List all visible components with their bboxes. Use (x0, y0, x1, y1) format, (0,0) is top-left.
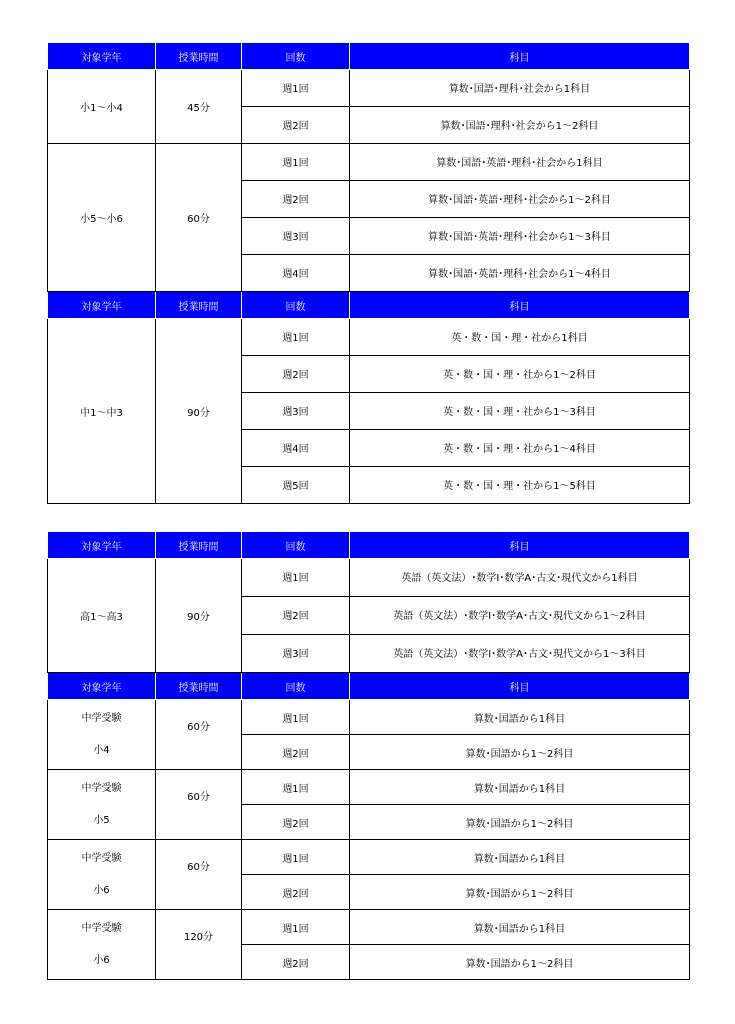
count-cell: 週4回 (242, 430, 350, 467)
exam-grade: 小5 (93, 814, 110, 826)
time-cell: 60分 (156, 770, 242, 840)
exam-grade-cell (48, 840, 156, 910)
subject-cell: 算数･国語から1～2科目 (350, 805, 690, 840)
subject-cell: 算数･国語から1～2科目 (350, 945, 690, 980)
header-count: 回数 (242, 673, 350, 700)
count-cell: 週1回 (242, 840, 350, 875)
time-cell: 90分 (156, 559, 242, 673)
table-header-row (48, 673, 690, 700)
exam-grade: 小4 (93, 744, 110, 756)
header-grade: 対象学年 (48, 532, 156, 559)
exam-grade-cell (48, 910, 156, 980)
subject-cell: 英語（英文法）･数学Ⅰ･数学A･古文･現代文から1～3科目 (350, 635, 690, 673)
count-cell: 週3回 (242, 218, 350, 255)
subject-cell: 英語（英文法）･数学Ⅰ･数学A･古文･現代文から1科目 (350, 559, 690, 597)
header-subject: 科目 (350, 532, 690, 559)
header-count: 回数 (242, 292, 350, 319)
header-count: 回数 (242, 532, 350, 559)
exam-label: 中学受験 (81, 922, 122, 934)
table-row (48, 840, 690, 875)
subject-cell: 英・数・国・理・社から1～3科目 (350, 393, 690, 430)
table-row (48, 910, 690, 945)
table-row (48, 70, 690, 107)
count-cell: 週1回 (242, 910, 350, 945)
exam-grade-cell (48, 770, 156, 840)
header-time: 授業時間 (156, 532, 242, 559)
count-cell: 週1回 (242, 700, 350, 735)
subject-cell: 算数･国語･英語･理科･社会から1～3科目 (350, 218, 690, 255)
table-row (48, 559, 690, 597)
count-cell: 週1回 (242, 770, 350, 805)
count-cell: 週2回 (242, 805, 350, 840)
count-cell: 週2回 (242, 945, 350, 980)
count-cell: 週2回 (242, 181, 350, 218)
count-cell: 週2回 (242, 597, 350, 635)
header-grade: 対象学年 (48, 43, 156, 70)
header-time: 授業時間 (156, 673, 242, 700)
time-cell: 90分 (156, 319, 242, 504)
count-cell: 週2回 (242, 735, 350, 770)
count-cell: 週1回 (242, 70, 350, 107)
subject-cell: 算数･国語･英語･理科･社会から1～2科目 (350, 181, 690, 218)
time-cell: 45分 (156, 70, 242, 144)
time-cell: 60分 (156, 144, 242, 292)
highschool-exam-fee-table (47, 531, 690, 980)
exam-grade-cell (48, 700, 156, 770)
time-cell: 60分 (156, 700, 242, 770)
subject-cell: 算数･国語･英語･理科･社会から1科目 (350, 144, 690, 181)
grade-cell: 中1～中3 (48, 319, 156, 504)
count-cell: 週2回 (242, 356, 350, 393)
count-cell: 週4回 (242, 255, 350, 292)
subject-cell: 英語（英文法）･数学Ⅰ･数学A･古文･現代文から1～2科目 (350, 597, 690, 635)
header-grade: 対象学年 (48, 673, 156, 700)
elementary-junior-fee-table (47, 42, 690, 504)
header-grade: 対象学年 (48, 292, 156, 319)
count-cell: 週1回 (242, 319, 350, 356)
table-header-row (48, 532, 690, 559)
header-time: 授業時間 (156, 292, 242, 319)
subject-cell: 算数･国語から1科目 (350, 910, 690, 945)
header-subject: 科目 (350, 292, 690, 319)
subject-cell: 英・数・国・理・社から1～5科目 (350, 467, 690, 504)
header-time: 授業時間 (156, 43, 242, 70)
count-cell: 週5回 (242, 467, 350, 504)
count-cell: 週1回 (242, 559, 350, 597)
time-cell: 120分 (156, 910, 242, 980)
count-cell: 週3回 (242, 393, 350, 430)
grade-cell: 高1～高3 (48, 559, 156, 673)
subject-cell: 算数･国語･理科･社会から1科目 (350, 70, 690, 107)
exam-label: 中学受験 (81, 712, 122, 724)
time-cell: 60分 (156, 840, 242, 910)
table-row (48, 319, 690, 356)
header-subject: 科目 (350, 43, 690, 70)
subject-cell: 算数･国語から1～2科目 (350, 875, 690, 910)
subject-cell: 英・数・国・理・社から1～2科目 (350, 356, 690, 393)
subject-cell: 英・数・国・理・社から1科目 (350, 319, 690, 356)
table-row (48, 144, 690, 181)
header-count: 回数 (242, 43, 350, 70)
exam-label: 中学受験 (81, 782, 122, 794)
subject-cell: 算数･国語･英語･理科･社会から1～4科目 (350, 255, 690, 292)
header-subject: 科目 (350, 673, 690, 700)
table-row (48, 700, 690, 735)
subject-cell: 算数･国語から1科目 (350, 840, 690, 875)
count-cell: 週3回 (242, 635, 350, 673)
subject-cell: 算数･国語･理科･社会から1～2科目 (350, 107, 690, 144)
subject-cell: 英・数・国・理・社から1～4科目 (350, 430, 690, 467)
grade-cell: 小5～小6 (48, 144, 156, 292)
table-header-row (48, 292, 690, 319)
grade-cell: 小1～小4 (48, 70, 156, 144)
subject-cell: 算数･国語から1科目 (350, 700, 690, 735)
count-cell: 週1回 (242, 144, 350, 181)
count-cell: 週2回 (242, 107, 350, 144)
table-row (48, 770, 690, 805)
exam-label: 中学受験 (81, 852, 122, 864)
exam-grade: 小6 (93, 954, 110, 966)
subject-cell: 算数･国語から1～2科目 (350, 735, 690, 770)
exam-grade: 小6 (93, 884, 110, 896)
count-cell: 週2回 (242, 875, 350, 910)
subject-cell: 算数･国語から1科目 (350, 770, 690, 805)
table-header-row (48, 43, 690, 70)
